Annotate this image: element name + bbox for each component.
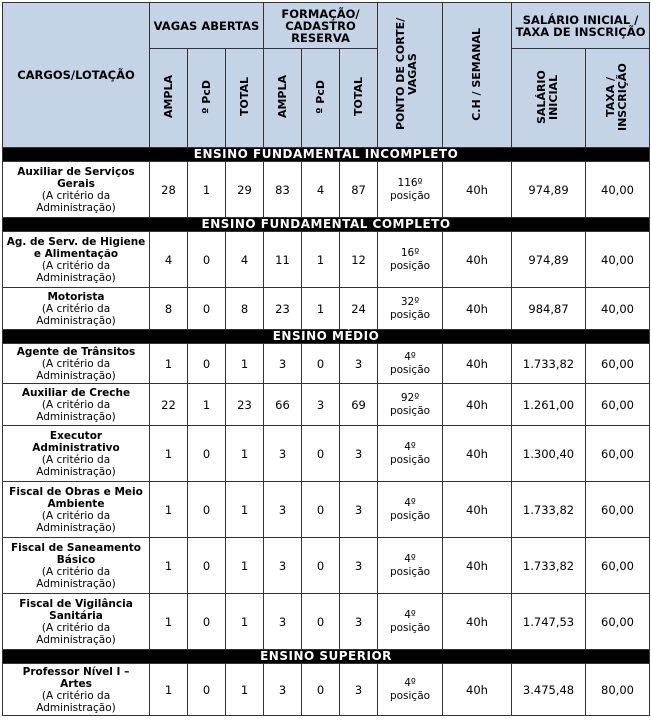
- salario-cell: 1.733,82: [512, 538, 586, 594]
- cargo-cell: [3, 538, 150, 594]
- cargo-lotacao: (A critério da Administração): [36, 689, 116, 714]
- salario-cell: 3.475,48: [512, 664, 586, 716]
- total-cell: 1: [226, 426, 264, 482]
- cargo-lotacao: (A critério da Administração): [36, 302, 116, 327]
- formacao-pcd-cell: 0: [302, 594, 340, 650]
- ch-cell: 40h: [443, 384, 512, 426]
- ampla-cell: 8: [150, 288, 188, 330]
- ch-cell: 40h: [443, 232, 512, 288]
- table-row: [3, 344, 650, 384]
- corte-value: 116º: [397, 176, 423, 189]
- ch-cell: 40h: [443, 162, 512, 218]
- cargo-name: Agente de Trânsitos: [16, 345, 136, 358]
- header-ampla: AMPLA: [150, 49, 188, 148]
- formacao-total-cell: 12: [340, 232, 378, 288]
- ampla-cell: 28: [150, 162, 188, 218]
- pcd-cell: 0: [188, 426, 226, 482]
- cargo-cell: [3, 426, 150, 482]
- total-cell: 1: [226, 344, 264, 384]
- taxa-cell: 60,00: [586, 538, 650, 594]
- corte-posicao: posição: [389, 404, 431, 417]
- cargo-lotacao: (A critério da Administração): [36, 453, 116, 478]
- formacao-ampla-cell: 3: [264, 426, 302, 482]
- corte-posicao: posição: [389, 565, 431, 578]
- header-f-ampla: AMPLA: [264, 49, 302, 148]
- cargo-name: Fiscal de Obras e Meio Ambiente: [9, 485, 143, 510]
- pcd-cell: 0: [188, 288, 226, 330]
- cargo-name: Auxiliar de Serviços Gerais: [17, 165, 135, 190]
- taxa-cell: 40,00: [586, 232, 650, 288]
- pcd-cell: 0: [188, 664, 226, 716]
- pcd-cell: 0: [188, 594, 226, 650]
- formacao-pcd-cell: 0: [302, 482, 340, 538]
- salario-cell: 1.733,82: [512, 344, 586, 384]
- header-formacao: FORMAÇÃO/ CADASTRO RESERVA: [264, 3, 378, 49]
- corte-posicao: posição: [389, 509, 431, 522]
- formacao-ampla-cell: 83: [264, 162, 302, 218]
- corte-posicao: posição: [389, 363, 431, 376]
- cargo-lotacao: (A critério da Administração): [36, 398, 116, 423]
- formacao-ampla-cell: 23: [264, 288, 302, 330]
- taxa-cell: 40,00: [586, 288, 650, 330]
- taxa-cell: 60,00: [586, 384, 650, 426]
- formacao-ampla-cell: 11: [264, 232, 302, 288]
- cargo-lotacao: (A critério da Administração): [36, 357, 116, 382]
- header-total: TOTAL: [226, 49, 264, 148]
- salario-cell: 974,89: [512, 162, 586, 218]
- corte-posicao: posição: [389, 308, 431, 321]
- corte-value: 4º: [404, 496, 416, 509]
- corte-posicao: posição: [389, 259, 431, 272]
- ponto-corte-cell: [378, 482, 443, 538]
- formacao-total-cell: 3: [340, 594, 378, 650]
- total-cell: 1: [226, 538, 264, 594]
- ampla-cell: 4: [150, 232, 188, 288]
- pcd-cell: 0: [188, 344, 226, 384]
- ponto-corte-cell: [378, 232, 443, 288]
- cargo-name: Professor Nível I – Artes: [22, 665, 130, 690]
- corte-value: 4º: [404, 676, 416, 689]
- corte-value: 4º: [404, 440, 416, 453]
- corte-value: 16º: [400, 246, 420, 259]
- header-pcd: º PcD: [188, 49, 226, 148]
- pcd-cell: 1: [188, 162, 226, 218]
- taxa-cell: 60,00: [586, 426, 650, 482]
- ch-cell: 40h: [443, 664, 512, 716]
- formacao-pcd-cell: 0: [302, 664, 340, 716]
- cargo-lotacao: (A critério da Administração): [36, 565, 116, 590]
- ponto-corte-cell: [378, 384, 443, 426]
- total-cell: 1: [226, 594, 264, 650]
- table-row: [3, 232, 650, 288]
- ch-cell: 40h: [443, 538, 512, 594]
- formacao-total-cell: 3: [340, 482, 378, 538]
- ch-cell: 40h: [443, 482, 512, 538]
- formacao-pcd-cell: 0: [302, 426, 340, 482]
- ponto-corte-cell: [378, 426, 443, 482]
- ampla-cell: 1: [150, 594, 188, 650]
- corte-posicao: posição: [389, 453, 431, 466]
- taxa-cell: 40,00: [586, 162, 650, 218]
- formacao-ampla-cell: 3: [264, 538, 302, 594]
- header-salario-taxa: SALÁRIO INICIAL / TAXA DE INSCRIÇÃO: [512, 3, 650, 49]
- formacao-total-cell: 3: [340, 426, 378, 482]
- salario-cell: 1.733,82: [512, 482, 586, 538]
- formacao-total-cell: 24: [340, 288, 378, 330]
- formacao-pcd-cell: 1: [302, 232, 340, 288]
- ponto-corte-cell: [378, 288, 443, 330]
- table-row: [3, 594, 650, 650]
- header-salario-inicial: SALÁRIO INICIAL: [512, 49, 586, 148]
- cargo-name: Executor Administrativo: [32, 429, 120, 454]
- table-row: [3, 664, 650, 716]
- cargo-name: Ag. de Serv. de Higiene e Alimentação: [6, 235, 146, 260]
- ponto-corte-cell: [378, 594, 443, 650]
- header-ch: C.H / SEMANAL: [443, 3, 512, 148]
- salario-cell: 1.300,40: [512, 426, 586, 482]
- cargo-lotacao: (A critério da Administração): [36, 621, 116, 646]
- corte-value: 92º: [400, 391, 420, 404]
- table-row: [3, 426, 650, 482]
- corte-value: 4º: [404, 608, 416, 621]
- ponto-corte-cell: [378, 538, 443, 594]
- header-cargos: CARGOS/LOTAÇÃO: [3, 3, 150, 148]
- total-cell: 1: [226, 664, 264, 716]
- cargo-lotacao: (A critério da Administração): [36, 259, 116, 284]
- cargo-cell: [3, 482, 150, 538]
- cargo-cell: [3, 664, 150, 716]
- salario-cell: 984,87: [512, 288, 586, 330]
- formacao-ampla-cell: 3: [264, 664, 302, 716]
- taxa-cell: 80,00: [586, 664, 650, 716]
- ponto-corte-cell: [378, 664, 443, 716]
- taxa-cell: 60,00: [586, 594, 650, 650]
- total-cell: 4: [226, 232, 264, 288]
- ch-cell: 40h: [443, 594, 512, 650]
- pcd-cell: 0: [188, 482, 226, 538]
- taxa-cell: 60,00: [586, 344, 650, 384]
- corte-posicao: posição: [389, 189, 431, 202]
- total-cell: 23: [226, 384, 264, 426]
- cargo-cell: [3, 232, 150, 288]
- corte-value: 4º: [404, 350, 416, 363]
- header-vagas-abertas: VAGAS ABERTAS: [150, 3, 264, 49]
- salario-cell: 1.747,53: [512, 594, 586, 650]
- header-f-total: TOTAL: [340, 49, 378, 148]
- formacao-total-cell: 69: [340, 384, 378, 426]
- cargo-name: Fiscal de Saneamento Básico: [11, 541, 141, 566]
- corte-posicao: posição: [389, 621, 431, 634]
- formacao-total-cell: 3: [340, 344, 378, 384]
- cargo-name: Motorista: [47, 290, 105, 303]
- cargo-name: Auxiliar de Creche: [21, 386, 131, 399]
- formacao-pcd-cell: 0: [302, 538, 340, 594]
- ampla-cell: 1: [150, 426, 188, 482]
- cargo-cell: [3, 162, 150, 218]
- total-cell: 8: [226, 288, 264, 330]
- formacao-pcd-cell: 0: [302, 344, 340, 384]
- cargo-name: Fiscal de Vigilância Sanitária: [19, 597, 133, 622]
- table-row: [3, 482, 650, 538]
- pcd-cell: 0: [188, 232, 226, 288]
- formacao-pcd-cell: 3: [302, 384, 340, 426]
- section-fund-completo: ENSINO FUNDAMENTAL COMPLETO: [3, 218, 650, 232]
- corte-value: 32º: [400, 295, 420, 308]
- ch-cell: 40h: [443, 426, 512, 482]
- vacancy-table: [2, 2, 650, 716]
- formacao-ampla-cell: 66: [264, 384, 302, 426]
- ch-cell: 40h: [443, 288, 512, 330]
- section-medio: ENSINO MÉDIO: [3, 330, 650, 344]
- taxa-cell: 60,00: [586, 482, 650, 538]
- cargo-cell: [3, 288, 150, 330]
- table-row: [3, 384, 650, 426]
- ponto-corte-cell: [378, 344, 443, 384]
- total-cell: 29: [226, 162, 264, 218]
- ampla-cell: 1: [150, 538, 188, 594]
- salario-cell: 1.261,00: [512, 384, 586, 426]
- formacao-ampla-cell: 3: [264, 344, 302, 384]
- corte-posicao: posição: [389, 689, 431, 702]
- section-fund-incompleto: ENSINO FUNDAMENTAL INCOMPLETO: [3, 148, 650, 162]
- section-superior: ENSINO SUPERIOR: [3, 650, 650, 664]
- formacao-pcd-cell: 4: [302, 162, 340, 218]
- cargo-lotacao: (A critério da Administração): [36, 509, 116, 534]
- ampla-cell: 1: [150, 344, 188, 384]
- header-f-pcd: º PcD: [302, 49, 340, 148]
- cargo-cell: [3, 594, 150, 650]
- ch-cell: 40h: [443, 344, 512, 384]
- cargo-cell: [3, 384, 150, 426]
- total-cell: 1: [226, 482, 264, 538]
- table-row: [3, 288, 650, 330]
- cargo-cell: [3, 344, 150, 384]
- formacao-ampla-cell: 3: [264, 482, 302, 538]
- cargo-lotacao: (A critério da Administração): [36, 189, 116, 214]
- salario-cell: 974,89: [512, 232, 586, 288]
- formacao-pcd-cell: 1: [302, 288, 340, 330]
- pcd-cell: 0: [188, 538, 226, 594]
- formacao-total-cell: 3: [340, 664, 378, 716]
- ampla-cell: 1: [150, 482, 188, 538]
- header-ponto-corte: PONTO DE CORTE/ VAGAS: [378, 3, 443, 148]
- ampla-cell: 1: [150, 664, 188, 716]
- pcd-cell: 1: [188, 384, 226, 426]
- header-taxa-inscricao: TAXA / INSCRIÇÃO: [586, 49, 650, 148]
- formacao-total-cell: 3: [340, 538, 378, 594]
- ponto-corte-cell: [378, 162, 443, 218]
- formacao-ampla-cell: 3: [264, 594, 302, 650]
- table-row: [3, 162, 650, 218]
- formacao-total-cell: 87: [340, 162, 378, 218]
- ampla-cell: 22: [150, 384, 188, 426]
- corte-value: 4º: [404, 552, 416, 565]
- table-row: [3, 538, 650, 594]
